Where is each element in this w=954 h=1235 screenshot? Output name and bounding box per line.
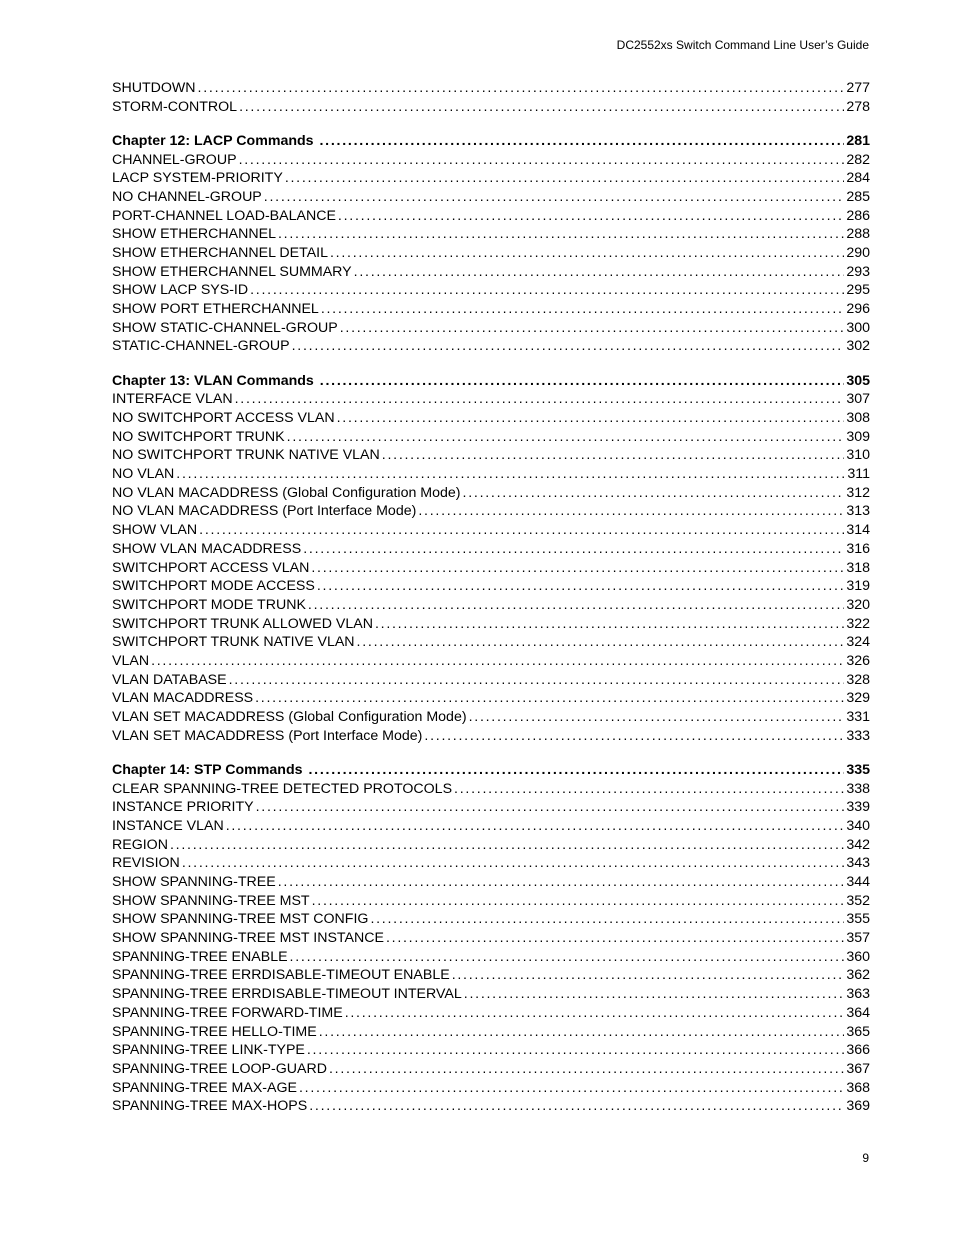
entry-title: VLAN	[112, 652, 150, 669]
dot-leader	[357, 633, 845, 652]
toc-entry[interactable]	[112, 836, 870, 855]
toc-entry[interactable]	[112, 446, 870, 465]
toc-entry[interactable]	[112, 79, 870, 98]
page-number-ref: 355	[846, 911, 870, 928]
toc-entry[interactable]	[112, 169, 870, 188]
toc-entry[interactable]	[112, 244, 870, 263]
dot-leader	[285, 169, 845, 188]
dot-leader	[182, 854, 845, 873]
page-number-ref: 319	[846, 578, 870, 595]
page-number-ref: 367	[846, 1060, 870, 1077]
page-number-ref: 343	[846, 855, 870, 872]
page-number-ref: 324	[846, 634, 870, 651]
page-number-ref: 281	[846, 132, 870, 149]
dot-leader	[256, 798, 845, 817]
page-number-ref: 340	[846, 817, 870, 834]
dot-leader	[311, 559, 844, 578]
toc-chapter-entry[interactable]	[112, 372, 870, 391]
entry-title: INSTANCE VLAN	[112, 817, 224, 834]
dot-leader	[319, 1023, 845, 1042]
page-number-ref: 308	[846, 410, 870, 426]
toc-entry[interactable]	[112, 540, 870, 559]
dot-leader	[329, 1060, 844, 1079]
page-number-ref: 357	[846, 930, 870, 947]
entry-title: NO VLAN	[112, 466, 175, 483]
toc-chapter-entry[interactable]	[112, 761, 870, 780]
entry-title: SPANNING-TREE HELLO-TIME	[112, 1023, 317, 1040]
entry-title: SWITCHPORT TRUNK ALLOWED VLAN	[112, 615, 373, 632]
page-number-ref: 318	[846, 559, 870, 576]
entry-title: NO VLAN MACADDRESS (Port Interface Mode)	[112, 503, 417, 520]
toc-entry[interactable]	[112, 873, 870, 892]
toc-entry[interactable]	[112, 1079, 870, 1098]
page-number-ref: 362	[846, 967, 870, 984]
toc-entry[interactable]	[112, 98, 870, 117]
section-gap	[112, 356, 870, 372]
entry-title: NO CHANNEL-GROUP	[112, 188, 262, 205]
page-number-ref: 369	[846, 1098, 870, 1115]
entry-title: SPANNING-TREE ENABLE	[112, 948, 288, 965]
toc-entry[interactable]	[112, 708, 870, 727]
page-number-ref: 322	[846, 615, 870, 632]
dot-leader	[292, 337, 845, 356]
page-number-ref: 328	[846, 671, 870, 688]
dot-leader	[170, 836, 844, 855]
entry-title: SPANNING-TREE ERRDISABLE-TIMEOUT INTERVAL	[112, 986, 462, 1003]
toc-entry[interactable]	[112, 281, 870, 300]
toc-entry[interactable]	[112, 188, 870, 207]
toc-entry[interactable]	[112, 484, 870, 503]
toc-entry[interactable]	[112, 817, 870, 836]
section-gap	[112, 745, 870, 761]
toc-entry[interactable]	[112, 652, 870, 671]
entry-title: SHOW SPANNING-TREE MST	[112, 892, 310, 909]
dot-leader	[287, 428, 845, 447]
toc-entry[interactable]	[112, 1023, 870, 1042]
page-number-ref: 310	[846, 447, 870, 464]
page-number-ref: 363	[846, 986, 870, 1003]
toc-entry[interactable]	[112, 929, 870, 948]
page-number-ref: 277	[846, 80, 870, 96]
toc-entry[interactable]	[112, 151, 870, 170]
dot-leader	[340, 319, 845, 338]
dot-leader	[370, 910, 844, 929]
toc-entry[interactable]	[112, 985, 870, 1004]
dot-leader	[463, 484, 845, 503]
dot-leader	[308, 761, 844, 780]
dot-leader	[198, 79, 845, 98]
chapter-title: Chapter 14: STP Commands	[112, 761, 307, 778]
entry-title: CLEAR SPANNING-TREE DETECTED PROTOCOLS	[112, 780, 453, 797]
toc-entry[interactable]	[112, 854, 870, 873]
toc-entry[interactable]	[112, 615, 870, 634]
dot-leader	[464, 985, 845, 1004]
entry-title: VLAN SET MACADDRESS (Global Configuration Mode)	[112, 709, 467, 725]
dot-leader	[278, 225, 844, 244]
dot-leader	[239, 151, 845, 170]
page-number-ref: 282	[846, 151, 870, 168]
running-header: DC2552xs Switch Command Line User’s Guide	[616, 38, 869, 52]
toc-entry[interactable]	[112, 225, 870, 244]
entry-title: SWITCHPORT MODE ACCESS	[112, 578, 315, 595]
toc-chapter-entry[interactable]	[112, 132, 870, 151]
dot-leader	[418, 502, 844, 521]
page-number-ref: 309	[846, 428, 870, 445]
dot-leader	[226, 817, 845, 836]
dot-leader	[255, 689, 844, 708]
dot-leader	[199, 521, 844, 540]
entry-title: INSTANCE PRIORITY	[112, 799, 254, 816]
entry-title: CHANNEL-GROUP	[112, 151, 237, 168]
dot-leader	[278, 873, 845, 892]
entry-title: PORT-CHANNEL LOAD-BALANCE	[112, 207, 336, 224]
page-number-ref: 366	[846, 1042, 870, 1059]
dot-leader	[320, 132, 845, 151]
page-number: 9	[862, 1151, 869, 1165]
dot-leader	[345, 1004, 845, 1023]
entry-title: INTERFACE VLAN	[112, 391, 233, 408]
page-number-ref: 329	[846, 690, 870, 707]
entry-title: SPANNING-TREE LOOP-GUARD	[112, 1060, 327, 1077]
entry-title: SWITCHPORT MODE TRUNK	[112, 596, 306, 613]
entry-title: REGION	[112, 836, 168, 853]
page-number-ref: 365	[846, 1023, 870, 1040]
toc-entry[interactable]	[112, 966, 870, 985]
page-number-ref: 314	[846, 522, 870, 539]
page-number-ref: 320	[846, 596, 870, 613]
page-number-ref: 352	[846, 892, 870, 909]
toc-entry[interactable]	[112, 559, 870, 578]
page-number-ref: 364	[846, 1004, 870, 1021]
entry-title: SHOW SPANNING-TREE MST CONFIG	[112, 911, 369, 928]
dot-leader	[235, 390, 845, 409]
entry-title: SPANNING-TREE MAX-HOPS	[112, 1098, 308, 1115]
entry-title: NO SWITCHPORT ACCESS VLAN	[112, 410, 335, 426]
dot-leader	[299, 1079, 844, 1098]
dot-leader	[239, 98, 844, 117]
page-number-ref: 312	[846, 484, 870, 501]
dot-leader	[338, 207, 844, 226]
section-gap	[112, 116, 870, 132]
dot-leader	[250, 281, 844, 300]
entry-title: SHOW ETHERCHANNEL	[112, 226, 276, 243]
entry-title: SHOW LACP SYS-ID	[112, 282, 249, 299]
toc-entry[interactable]	[112, 521, 870, 540]
dot-leader	[469, 708, 845, 727]
toc-entry[interactable]	[112, 689, 870, 708]
toc-entry[interactable]	[112, 502, 870, 521]
entry-title: SPANNING-TREE LINK-TYPE	[112, 1042, 305, 1059]
toc-entry[interactable]	[112, 633, 870, 652]
page-number-ref: 296	[846, 301, 870, 318]
page-number-ref: 311	[847, 466, 870, 483]
dot-leader	[424, 727, 844, 746]
dot-leader	[309, 1097, 844, 1116]
entry-title: NO SWITCHPORT TRUNK	[112, 428, 285, 445]
entry-title: SHOW ETHERCHANNEL DETAIL	[112, 245, 328, 261]
toc-entry[interactable]	[112, 319, 870, 338]
chapter-title: Chapter 12: LACP Commands	[112, 132, 318, 149]
dot-leader	[312, 892, 845, 911]
entry-title: VLAN MACADDRESS	[112, 690, 254, 707]
page-number-ref: 293	[846, 263, 870, 280]
page-number-ref: 333	[846, 727, 870, 744]
entry-title: SHOW VLAN MACADDRESS	[112, 540, 302, 557]
page-number-ref: 316	[846, 540, 870, 557]
toc-entry[interactable]	[112, 910, 870, 929]
toc-entry[interactable]	[112, 465, 870, 484]
dot-leader	[321, 300, 845, 319]
dot-leader	[337, 409, 845, 428]
entry-title: SWITCHPORT TRUNK NATIVE VLAN	[112, 634, 355, 651]
entry-title: SPANNING-TREE ERRDISABLE-TIMEOUT ENABLE	[112, 967, 450, 984]
page-number-ref: 284	[846, 170, 870, 187]
dot-leader	[354, 263, 845, 282]
toc-entry[interactable]	[112, 671, 870, 690]
entry-title: VLAN SET MACADDRESS (Port Interface Mode)	[112, 727, 423, 744]
dot-leader	[317, 577, 844, 596]
dot-leader	[452, 966, 845, 985]
toc-entry[interactable]	[112, 1097, 870, 1116]
toc-entry[interactable]	[112, 1004, 870, 1023]
page-number-ref: 286	[846, 207, 870, 224]
toc-entry[interactable]	[112, 892, 870, 911]
entry-title: SWITCHPORT ACCESS VLAN	[112, 559, 310, 576]
toc-entry[interactable]	[112, 1041, 870, 1060]
toc-entry[interactable]	[112, 207, 870, 226]
page-number-ref: 338	[846, 780, 870, 797]
entry-title: SPANNING-TREE FORWARD-TIME	[112, 1004, 343, 1021]
page-number-ref: 290	[846, 245, 870, 261]
dot-leader	[290, 948, 845, 967]
toc-entry[interactable]	[112, 577, 870, 596]
dot-leader	[382, 446, 845, 465]
page-number-ref: 305	[846, 372, 870, 389]
dot-leader	[386, 929, 844, 948]
dot-leader	[151, 652, 844, 671]
toc-entry[interactable]	[112, 948, 870, 967]
chapter-title: Chapter 13: VLAN Commands	[112, 372, 318, 389]
dot-leader	[229, 671, 845, 690]
entry-title: SPANNING-TREE MAX-AGE	[112, 1079, 297, 1096]
toc-entry[interactable]	[112, 596, 870, 615]
entry-title: SHOW VLAN	[112, 522, 198, 539]
dot-leader	[308, 596, 844, 615]
entry-title: SHOW STATIC-CHANNEL-GROUP	[112, 319, 338, 336]
dot-leader	[375, 615, 844, 634]
toc-entry[interactable]	[112, 1060, 870, 1079]
toc-entry[interactable]	[112, 798, 870, 817]
page-number-ref: 335	[846, 761, 870, 778]
dot-leader	[454, 780, 844, 799]
entry-title: SHUTDOWN	[112, 80, 196, 96]
toc-entry[interactable]	[112, 390, 870, 409]
toc-entry[interactable]	[112, 727, 870, 746]
entry-title: SHOW SPANNING-TREE MST INSTANCE	[112, 930, 384, 947]
dot-leader	[320, 372, 845, 391]
table-of-contents	[112, 79, 870, 1116]
page-number-ref: 285	[846, 188, 870, 205]
page-number-ref: 360	[846, 948, 870, 965]
dot-leader	[330, 244, 844, 263]
toc-entry[interactable]	[112, 300, 870, 319]
entry-title: NO VLAN MACADDRESS (Global Configuration Mode)	[112, 484, 461, 501]
entry-title: VLAN DATABASE	[112, 671, 227, 688]
dot-leader	[307, 1041, 844, 1060]
toc-entry[interactable]	[112, 337, 870, 356]
page-number-ref: 288	[846, 226, 870, 243]
page-number-ref: 313	[846, 503, 870, 520]
entry-title: SHOW SPANNING-TREE	[112, 874, 276, 890]
entry-title: SHOW ETHERCHANNEL SUMMARY	[112, 263, 352, 280]
page-number-ref: 278	[846, 98, 870, 115]
dot-leader	[264, 188, 845, 207]
page-number-ref: 307	[846, 391, 870, 408]
toc-entry[interactable]	[112, 428, 870, 447]
dot-leader	[176, 465, 845, 484]
page-number-ref: 368	[846, 1079, 870, 1096]
page-number-ref: 326	[846, 652, 870, 669]
page-number-ref: 300	[846, 319, 870, 336]
entry-title: REVISION	[112, 855, 180, 872]
page-number-ref: 344	[846, 874, 870, 890]
entry-title: STATIC-CHANNEL-GROUP	[112, 338, 290, 355]
dot-leader	[303, 540, 844, 559]
page-number-ref: 302	[846, 338, 870, 355]
page-number-ref: 331	[846, 709, 870, 725]
page-number-ref: 295	[846, 282, 870, 299]
entry-title: SHOW PORT ETHERCHANNEL	[112, 301, 319, 318]
toc-entry[interactable]	[112, 263, 870, 282]
page-number-ref: 342	[846, 836, 870, 853]
toc-entry[interactable]	[112, 780, 870, 799]
entry-title: STORM-CONTROL	[112, 98, 238, 115]
entry-title: NO SWITCHPORT TRUNK NATIVE VLAN	[112, 447, 380, 464]
toc-entry[interactable]	[112, 409, 870, 428]
page-number-ref: 339	[846, 799, 870, 816]
entry-title: LACP SYSTEM-PRIORITY	[112, 170, 283, 187]
